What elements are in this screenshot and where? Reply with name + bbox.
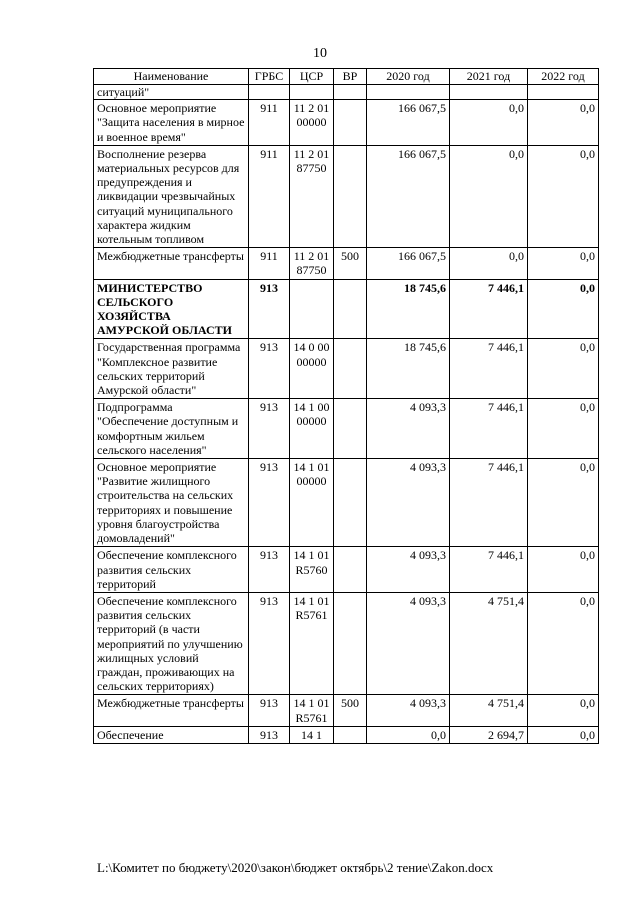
row-csr-cell: 11 2 01 87750 bbox=[290, 248, 334, 279]
row-csr-cell: 14 1 00 00000 bbox=[290, 399, 334, 459]
row-vr-cell bbox=[334, 399, 367, 459]
row-grbs-cell: 913 bbox=[249, 339, 290, 399]
row-grbs-cell: 913 bbox=[249, 279, 290, 339]
row-2020-cell: 18 745,6 bbox=[367, 339, 450, 399]
header-2022: 2022 год bbox=[528, 69, 599, 85]
row-2021-cell: 0,0 bbox=[450, 100, 528, 146]
page-number: 10 bbox=[313, 46, 327, 61]
row-grbs-cell: 913 bbox=[249, 459, 290, 547]
row-name-cell: МИНИСТЕРСТВО СЕЛЬСКОГО ХОЗЯЙСТВА АМУРСКОЙ ОБЛАСТИ bbox=[94, 279, 249, 339]
row-2022-cell: 0,0 bbox=[528, 592, 599, 694]
row-2022-cell: 0,0 bbox=[528, 726, 599, 743]
row-2020-cell: 4 093,3 bbox=[367, 547, 450, 593]
table-row bbox=[94, 726, 599, 743]
row-2020-cell: 4 093,3 bbox=[367, 592, 450, 694]
row-vr-cell bbox=[334, 100, 367, 146]
row-grbs-cell: 913 bbox=[249, 547, 290, 593]
row-2020-cell: 4 093,3 bbox=[367, 399, 450, 459]
row-grbs-cell: 911 bbox=[249, 248, 290, 279]
row-2020-cell: 166 067,5 bbox=[367, 248, 450, 279]
table-row bbox=[94, 248, 599, 279]
row-2022-cell: 0,0 bbox=[528, 547, 599, 593]
row-2021-cell: 0,0 bbox=[450, 248, 528, 279]
row-name-cell: Основное мероприятие "Развитие жилищного строительства на сельских территориях и повышение уровня благоустройства домовладений" bbox=[94, 459, 249, 547]
row-name-cell: Межбюджетные трансферты bbox=[94, 695, 249, 726]
table-row bbox=[94, 592, 599, 694]
row-csr-cell: 11 2 01 87750 bbox=[290, 145, 334, 247]
row-vr-cell: 500 bbox=[334, 695, 367, 726]
row-2021-cell: 7 446,1 bbox=[450, 399, 528, 459]
row-vr-cell bbox=[334, 459, 367, 547]
table-header-row bbox=[94, 69, 599, 85]
row-2021-cell: 7 446,1 bbox=[450, 279, 528, 339]
row-name-cell: Восполнение резерва материальных ресурсов для предупреждения и ликвидации чрезвычайных ситуаций муниципального характера жидким котельным топливом bbox=[94, 145, 249, 247]
row-name-cell: ситуаций" bbox=[94, 85, 249, 100]
row-2022-cell: 0,0 bbox=[528, 145, 599, 247]
row-2021-cell: 2 694,7 bbox=[450, 726, 528, 743]
header-csr: ЦСР bbox=[290, 69, 334, 85]
table-row bbox=[94, 279, 599, 339]
row-2022-cell: 0,0 bbox=[528, 279, 599, 339]
row-csr-cell: 14 1 bbox=[290, 726, 334, 743]
table-row bbox=[94, 695, 599, 726]
row-csr-cell: 14 1 01 R5761 bbox=[290, 592, 334, 694]
row-name-cell: Основное мероприятие "Защита населения в мирное и военное время" bbox=[94, 100, 249, 146]
row-2020-cell: 166 067,5 bbox=[367, 145, 450, 247]
row-2020-cell: 0,0 bbox=[367, 726, 450, 743]
row-2020-cell: 4 093,3 bbox=[367, 459, 450, 547]
row-2022-cell: 0,0 bbox=[528, 459, 599, 547]
header-name: Наименование bbox=[94, 69, 249, 85]
row-grbs-cell: 911 bbox=[249, 100, 290, 146]
header-grbs: ГРБС bbox=[249, 69, 290, 85]
row-2022-cell: 0,0 bbox=[528, 100, 599, 146]
row-csr-cell: 14 0 00 00000 bbox=[290, 339, 334, 399]
row-vr-cell bbox=[334, 726, 367, 743]
row-2021-cell: 7 446,1 bbox=[450, 547, 528, 593]
row-grbs-cell: 913 bbox=[249, 399, 290, 459]
row-grbs-cell: 913 bbox=[249, 726, 290, 743]
row-name-cell: Обеспечение bbox=[94, 726, 249, 743]
table-row bbox=[94, 145, 599, 247]
row-csr-cell: 14 1 01 00000 bbox=[290, 459, 334, 547]
table-row bbox=[94, 100, 599, 146]
footer-file-path: L:\Комитет по бюджету\2020\закон\бюджет октябрь\2 тение\Zakon.docx bbox=[97, 860, 494, 875]
row-csr-cell: 14 1 01 R5760 bbox=[290, 547, 334, 593]
row-grbs-cell: 913 bbox=[249, 695, 290, 726]
row-2021-cell: 0,0 bbox=[450, 145, 528, 247]
row-csr-cell: 14 1 01 R5761 bbox=[290, 695, 334, 726]
table-row bbox=[94, 85, 599, 100]
row-2022-cell bbox=[528, 85, 599, 100]
row-name-cell: Подпрограмма "Обеспечение доступным и комфортным жильем сельского населения" bbox=[94, 399, 249, 459]
row-vr-cell: 500 bbox=[334, 248, 367, 279]
table-row bbox=[94, 459, 599, 547]
row-name-cell: Обеспечение комплексного развития сельских территорий bbox=[94, 547, 249, 593]
row-csr-cell: 11 2 01 00000 bbox=[290, 100, 334, 146]
row-vr-cell bbox=[334, 339, 367, 399]
row-2021-cell: 4 751,4 bbox=[450, 695, 528, 726]
row-2020-cell: 4 093,3 bbox=[367, 695, 450, 726]
row-vr-cell bbox=[334, 592, 367, 694]
row-2020-cell: 18 745,6 bbox=[367, 279, 450, 339]
row-2021-cell: 7 446,1 bbox=[450, 459, 528, 547]
row-2021-cell: 7 446,1 bbox=[450, 339, 528, 399]
row-name-cell: Государственная программа "Комплексное развитие сельских территорий Амурской области" bbox=[94, 339, 249, 399]
row-vr-cell bbox=[334, 279, 367, 339]
row-vr-cell bbox=[334, 85, 367, 100]
header-2021: 2021 год bbox=[450, 69, 528, 85]
row-grbs-cell: 911 bbox=[249, 145, 290, 247]
table-row bbox=[94, 339, 599, 399]
row-2021-cell bbox=[450, 85, 528, 100]
row-csr-cell bbox=[290, 279, 334, 339]
row-2020-cell: 166 067,5 bbox=[367, 100, 450, 146]
row-2022-cell: 0,0 bbox=[528, 695, 599, 726]
row-2021-cell: 4 751,4 bbox=[450, 592, 528, 694]
row-name-cell: Межбюджетные трансферты bbox=[94, 248, 249, 279]
table-row bbox=[94, 399, 599, 459]
table-row bbox=[94, 547, 599, 593]
row-2022-cell: 0,0 bbox=[528, 339, 599, 399]
row-2022-cell: 0,0 bbox=[528, 399, 599, 459]
row-vr-cell bbox=[334, 547, 367, 593]
row-grbs-cell: 913 bbox=[249, 592, 290, 694]
row-grbs-cell bbox=[249, 85, 290, 100]
header-2020: 2020 год bbox=[367, 69, 450, 85]
row-2020-cell bbox=[367, 85, 450, 100]
header-vr: ВР bbox=[334, 69, 367, 85]
row-name-cell: Обеспечение комплексного развития сельских территорий (в части мероприятий по улучшению жилищных условий граждан, проживающих на сельских территориях) bbox=[94, 592, 249, 694]
row-2022-cell: 0,0 bbox=[528, 248, 599, 279]
row-csr-cell bbox=[290, 85, 334, 100]
row-vr-cell bbox=[334, 145, 367, 247]
budget-table bbox=[93, 68, 599, 744]
